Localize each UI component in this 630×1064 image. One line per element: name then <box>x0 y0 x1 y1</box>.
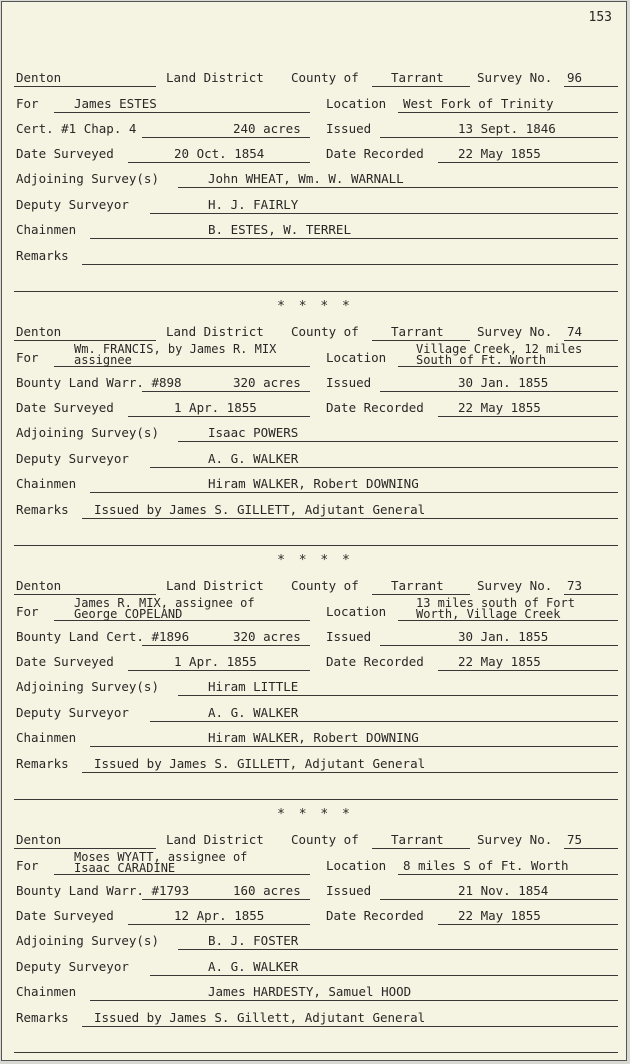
for-row <box>2 852 627 876</box>
survey-no-value: 74 <box>567 324 583 339</box>
chainmen-value: Hiram WALKER, Robert DOWNING <box>208 730 419 745</box>
deputy-value: A. G. WALKER <box>208 959 299 974</box>
adjoining-value: B. J. FOSTER <box>208 933 299 948</box>
fill-line <box>90 492 618 493</box>
chainmen-row <box>2 216 627 240</box>
remarks-row <box>2 496 627 520</box>
issued-value: 30 Jan. 1855 <box>458 629 549 644</box>
for-row <box>2 344 627 368</box>
county-value: Tarrant <box>391 324 444 339</box>
for-row <box>2 90 627 114</box>
adjoining-value: John WHEAT, Wm. W. WARNALL <box>208 171 404 186</box>
survey-no-value: 75 <box>567 832 583 847</box>
fill-line <box>438 416 618 417</box>
date-surveyed-value: 12 Apr. 1855 <box>174 908 265 923</box>
adjoining-label: Adjoining Survey(s) <box>16 425 159 440</box>
remarks-value: Issued by James S. GILLETT, Adjutant General <box>94 756 426 771</box>
issued-label: Issued <box>326 121 372 136</box>
chainmen-label: Chainmen <box>16 222 77 237</box>
document-page <box>1 1 627 1061</box>
fill-line <box>380 645 618 646</box>
district-value: Denton <box>16 578 62 593</box>
section-divider-stars: * * * * <box>277 807 353 822</box>
adjoining-value: Isaac POWERS <box>208 425 299 440</box>
date-recorded-label: Date Recorded <box>326 654 424 669</box>
section-divider-stars: * * * * <box>277 299 353 314</box>
deputy-label: Deputy Surveyor <box>16 197 129 212</box>
issued-value: 30 Jan. 1855 <box>458 375 549 390</box>
survey-no-value: 96 <box>567 70 583 85</box>
fill-line <box>178 187 618 188</box>
survey-no-label: Survey No. <box>477 832 553 847</box>
fill-line <box>150 467 618 468</box>
fill-line <box>380 899 618 900</box>
adjoining-row <box>2 673 627 697</box>
deputy-label: Deputy Surveyor <box>16 959 129 974</box>
for-label: For <box>16 96 39 111</box>
date-recorded-value: 22 May 1855 <box>458 908 541 923</box>
fill-line <box>564 340 618 341</box>
certificate-row <box>2 877 627 901</box>
survey-no-label: Survey No. <box>477 578 553 593</box>
deputy-label: Deputy Surveyor <box>16 705 129 720</box>
chainmen-value: James HARDESTY, Samuel HOOD <box>208 984 412 999</box>
fill-line <box>380 137 618 138</box>
for-value-line1: Moses WYATT, assignee of <box>74 850 248 864</box>
district-value: Denton <box>16 70 62 85</box>
date-surveyed-label: Date Surveyed <box>16 400 114 415</box>
certificate-row <box>2 115 627 139</box>
fill-line <box>14 594 156 595</box>
date-recorded-value: 22 May 1855 <box>458 146 541 161</box>
survey-record <box>2 64 627 294</box>
for-value-line1: James R. MIX, assignee of <box>74 596 255 610</box>
chainmen-label: Chainmen <box>16 730 77 745</box>
fill-line <box>438 670 618 671</box>
fill-line <box>128 416 310 417</box>
survey-record <box>2 572 627 802</box>
fill-line <box>564 848 618 849</box>
location-label: Location <box>326 96 387 111</box>
header-row <box>2 64 627 88</box>
fill-line <box>380 391 618 392</box>
adjoining-label: Adjoining Survey(s) <box>16 933 159 948</box>
location-value-line1: 13 miles south of Fort <box>416 596 575 610</box>
header-row <box>2 572 627 596</box>
remarks-value: Issued by James S. GILLETT, Adjutant General <box>94 502 426 517</box>
deputy-value: A. G. WALKER <box>208 705 299 720</box>
fill-line <box>564 594 618 595</box>
fill-line <box>142 137 310 138</box>
certificate-row <box>2 623 627 647</box>
fill-line <box>54 112 310 113</box>
survey-no-label: Survey No. <box>477 70 553 85</box>
record-separator-line <box>14 1052 618 1053</box>
certificate-label: Bounty Land Warr. #1793 <box>16 883 190 898</box>
location-value: 8 miles S of Ft. Worth <box>403 858 569 873</box>
fill-line <box>14 86 156 87</box>
for-label: For <box>16 604 39 619</box>
issued-label: Issued <box>326 883 372 898</box>
county-label: County of <box>291 578 359 593</box>
header-row <box>2 826 627 850</box>
fill-line <box>372 848 470 849</box>
dates-row <box>2 394 627 418</box>
fill-line <box>178 441 618 442</box>
chainmen-row <box>2 470 627 494</box>
chainmen-value: Hiram WALKER, Robert DOWNING <box>208 476 419 491</box>
acres-value: 240 acres <box>233 121 301 136</box>
county-value: Tarrant <box>391 832 444 847</box>
issued-value: 13 Sept. 1846 <box>458 121 556 136</box>
district-value: Denton <box>16 324 62 339</box>
survey-record <box>2 318 627 548</box>
issued-label: Issued <box>326 629 372 644</box>
fill-line <box>82 772 618 773</box>
fill-line <box>438 924 618 925</box>
acres-value: 320 acres <box>233 375 301 390</box>
chainmen-row <box>2 978 627 1002</box>
fill-line <box>178 695 618 696</box>
survey-no-label: Survey No. <box>477 324 553 339</box>
survey-no-value: 73 <box>567 578 583 593</box>
remarks-label: Remarks <box>16 756 69 771</box>
date-recorded-label: Date Recorded <box>326 400 424 415</box>
chainmen-value: B. ESTES, W. TERREL <box>208 222 351 237</box>
county-label: County of <box>291 324 359 339</box>
fill-line <box>398 874 618 875</box>
record-separator-line <box>14 545 618 546</box>
fill-line <box>150 975 618 976</box>
deputy-row <box>2 699 627 723</box>
fill-line <box>372 594 470 595</box>
fill-line <box>564 86 618 87</box>
adjoining-row <box>2 927 627 951</box>
record-separator-line <box>14 291 618 292</box>
land-district-label: Land District <box>166 70 264 85</box>
page-number: 153 <box>588 10 612 25</box>
fill-line <box>142 645 310 646</box>
date-surveyed-label: Date Surveyed <box>16 654 114 669</box>
fill-line <box>14 340 156 341</box>
fill-line <box>90 238 618 239</box>
for-value-line2: assignee <box>74 353 132 367</box>
fill-line <box>90 1000 618 1001</box>
date-surveyed-label: Date Surveyed <box>16 146 114 161</box>
fill-line <box>150 721 618 722</box>
county-label: County of <box>291 70 359 85</box>
for-value-line2: George COPELAND <box>74 607 183 621</box>
date-surveyed-value: 1 Apr. 1855 <box>174 654 257 669</box>
fill-line <box>128 924 310 925</box>
acres-value: 160 acres <box>233 883 301 898</box>
fill-line <box>82 264 618 265</box>
county-value: Tarrant <box>391 578 444 593</box>
for-value-line1: Wm. FRANCIS, by James R. MIX <box>74 342 277 356</box>
fill-line <box>128 162 310 163</box>
date-recorded-value: 22 May 1855 <box>458 654 541 669</box>
fill-line <box>82 518 618 519</box>
issued-label: Issued <box>326 375 372 390</box>
dates-row <box>2 902 627 926</box>
date-surveyed-label: Date Surveyed <box>16 908 114 923</box>
fill-line <box>14 848 156 849</box>
location-value: West Fork of Trinity <box>403 96 554 111</box>
for-row <box>2 598 627 622</box>
adjoining-label: Adjoining Survey(s) <box>16 679 159 694</box>
date-recorded-label: Date Recorded <box>326 908 424 923</box>
remarks-row <box>2 242 627 266</box>
district-value: Denton <box>16 832 62 847</box>
date-recorded-value: 22 May 1855 <box>458 400 541 415</box>
header-row <box>2 318 627 342</box>
fill-line <box>142 391 310 392</box>
record-separator-line <box>14 799 618 800</box>
fill-line <box>178 949 618 950</box>
certificate-label: Bounty Land Warr. #898 <box>16 375 182 390</box>
adjoining-row <box>2 419 627 443</box>
location-value-line2: South of Ft. Worth <box>416 353 547 367</box>
land-district-label: Land District <box>166 324 264 339</box>
fill-line <box>372 86 470 87</box>
location-value-line1: Village Creek, 12 miles <box>416 342 583 356</box>
fill-line <box>150 213 618 214</box>
adjoining-value: Hiram LITTLE <box>208 679 299 694</box>
acres-value: 320 acres <box>233 629 301 644</box>
fill-line <box>398 112 618 113</box>
land-district-label: Land District <box>166 578 264 593</box>
date-surveyed-value: 1 Apr. 1855 <box>174 400 257 415</box>
location-label: Location <box>326 350 387 365</box>
date-surveyed-value: 20 Oct. 1854 <box>174 146 265 161</box>
fill-line <box>372 340 470 341</box>
land-district-label: Land District <box>166 832 264 847</box>
location-label: Location <box>326 604 387 619</box>
remarks-row <box>2 1004 627 1028</box>
for-value: James ESTES <box>74 96 157 111</box>
adjoining-label: Adjoining Survey(s) <box>16 171 159 186</box>
survey-record <box>2 826 627 1056</box>
fill-line <box>90 746 618 747</box>
location-label: Location <box>326 858 387 873</box>
location-value-line2: Worth, Village Creek <box>416 607 561 621</box>
certificate-label: Cert. #1 Chap. 4 <box>16 121 137 136</box>
remarks-label: Remarks <box>16 248 69 263</box>
deputy-value: H. J. FAIRLY <box>208 197 299 212</box>
fill-line <box>82 1026 618 1027</box>
deputy-row <box>2 953 627 977</box>
deputy-row <box>2 191 627 215</box>
deputy-row <box>2 445 627 469</box>
for-label: For <box>16 350 39 365</box>
issued-value: 21 Nov. 1854 <box>458 883 549 898</box>
adjoining-row <box>2 165 627 189</box>
county-value: Tarrant <box>391 70 444 85</box>
certificate-row <box>2 369 627 393</box>
for-label: For <box>16 858 39 873</box>
for-value-line2: Isaac CARADINE <box>74 861 176 875</box>
dates-row <box>2 648 627 672</box>
date-recorded-label: Date Recorded <box>326 146 424 161</box>
fill-line <box>128 670 310 671</box>
chainmen-label: Chainmen <box>16 984 77 999</box>
remarks-label: Remarks <box>16 502 69 517</box>
remarks-row <box>2 750 627 774</box>
remarks-label: Remarks <box>16 1010 69 1025</box>
chainmen-row <box>2 724 627 748</box>
remarks-value: Issued by James S. Gillett, Adjutant General <box>94 1010 426 1025</box>
chainmen-label: Chainmen <box>16 476 77 491</box>
certificate-label: Bounty Land Cert. #1896 <box>16 629 190 644</box>
deputy-value: A. G. WALKER <box>208 451 299 466</box>
county-label: County of <box>291 832 359 847</box>
dates-row <box>2 140 627 164</box>
fill-line <box>438 162 618 163</box>
section-divider-stars: * * * * <box>277 553 353 568</box>
deputy-label: Deputy Surveyor <box>16 451 129 466</box>
fill-line <box>142 899 310 900</box>
